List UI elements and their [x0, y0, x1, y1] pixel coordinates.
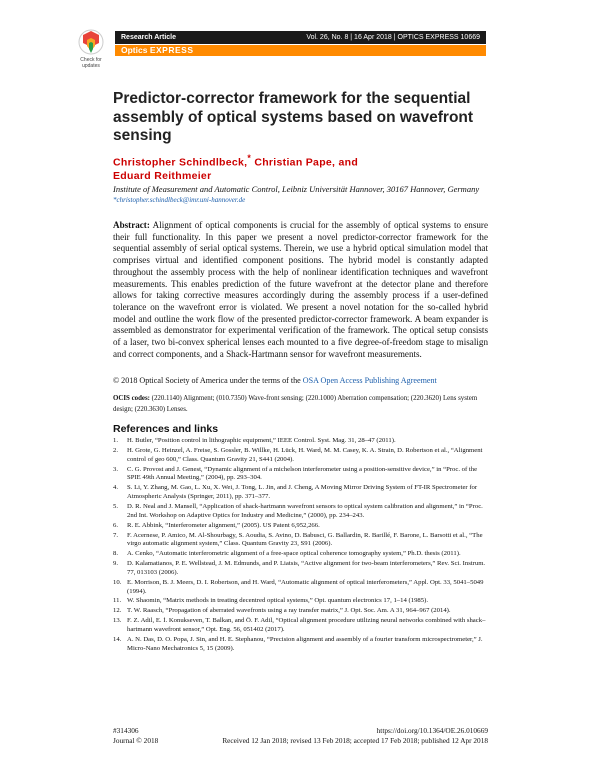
reference-number: 6.	[113, 521, 119, 529]
reference-text: A. Cenko, “Automatic interferometric alignment of a free-space optical coherence tomography system,” Ph.D. thesis (2011).	[127, 550, 461, 558]
author-2: Christian Pape, and	[251, 156, 359, 169]
reference-text: H. Grote, G. Heinzel, A. Freise, S. Gossler, B. Willke, H. Lück, H. Ward, M. M. Casey, K. A. Strain, D. Robertson et al., “Alignment control of geo 600,” Class. Quantum Gravity 21, S441 (2004).	[127, 446, 483, 463]
reference-item	[113, 560, 491, 578]
copyright-notice	[113, 376, 437, 385]
paper-title: Predictor-corrector framework for the sequential assembly of optical systems based on wavefront sensing	[113, 90, 474, 144]
reference-text: F. Z. Adil, E. İ. Konukseven, T. Balkan, and Ö. F. Adil, “Optical alignment procedure utilizing neural networks combined with shack–hartmann wavefront sensor,” Opt. Eng. 56, 051402 (2017).	[127, 617, 486, 634]
reference-number: 2.	[113, 446, 119, 454]
reference-text: D. Kalamatianos, P. E. Wellstead, J. M. Edmunds, and P. Liatsis, “Active alignment for two-beam interferometers,” Rev. Sci. Instrum. 77, 013103 (2006).	[127, 560, 486, 576]
crossmark-label: Check for updates	[80, 57, 102, 69]
reference-item	[113, 532, 491, 550]
reference-item	[113, 466, 491, 484]
reference-number: 14.	[113, 635, 122, 643]
article-type: Research Article	[121, 34, 176, 41]
crossmark-badge[interactable]	[73, 27, 109, 71]
reference-number: 1.	[113, 437, 119, 444]
doi-link[interactable]: https://doi.org/10.1364/OE.26.010669	[376, 726, 488, 735]
reference-item	[113, 617, 491, 635]
author-3: Eduard Reithmeier	[113, 169, 212, 182]
page-footer	[113, 726, 488, 746]
reference-item	[113, 522, 491, 531]
reference-text: R. E. Abbink, “Interferometer alignment,” (2005). US Patent 6,952,266.	[127, 521, 320, 529]
reference-number: 10.	[113, 578, 122, 586]
reference-number: 4.	[113, 484, 119, 492]
reference-text: A. N. Das, D. O. Popa, J. Sin, and H. E. Stephanou, “Precision alignment and assembly of a fourier transform microspectrometer,” J. Micro-Nano Mechatronics 5, 15 (2009).	[127, 635, 483, 652]
license-link[interactable]: OSA Open Access Publishing Agreement	[302, 376, 437, 385]
reference-item	[113, 550, 491, 559]
article-id: #314306	[113, 726, 139, 735]
crossmark-icon	[73, 27, 109, 57]
reference-number: 9.	[113, 560, 119, 568]
reference-number: 11.	[113, 597, 122, 605]
journal-header-bar	[115, 31, 486, 44]
reference-text: H. Butler, “Position control in lithographic equipment,” IEEE Control. Syst. Mag. 31, 28–47 (2011).	[127, 437, 396, 444]
reference-text: S. Li, Y. Zhang, M. Gao, L. Xu, X. Wei, J. Tong, L. Jin, and J. Cheng, A Moving Mirror Driving System of FT-IR Spectrometer for Atmospheric Analysis (Springer, 2011), pp. 371–377.	[127, 484, 478, 501]
reference-number: 12.	[113, 607, 122, 615]
reference-text: W. Shaomin, “Matrix methods in treating decentred optical systems,” Opt. quantum electronics 17, 1–14 (1985).	[127, 597, 428, 605]
reference-item	[113, 597, 491, 606]
abstract-text: Alignment of optical components is crucial for the assembly of optical systems to ensure their full functionality. In this paper we present a novel predictor-corrector framework for the sequential assembly of serial optical systems. Therein, we use a hybrid optical simulation model that comprises virtual and identified component positions. The hybrid model is constantly adapted throughout the assembly process with the help of nonlinear identification techniques and wavefront measurements. This enables prediction of the future wavefront at the detector plane and therefore allows for taking corrective measures accordingly during the assembly process if a user-defined tolerance on the wavefront error is violated. We present a novel notation for the so-called hybrid model and outline the work flow of the presented predictor-corrector framework. A beam expander is assembled as demonstrator for experimental verification of the framework. The optical setup consists of a laser, two bi-convex spherical lenses each mounted to a five degree-of-freedom stage to misalign and correct components, and a Shack-Hartmann sensor for wavefront measurements.	[113, 220, 488, 359]
reference-text: C. G. Provost and J. Genest, “Dynamic alignment of a michelson interferometer using a position-sensitive device,” in “Proc. of the SPIE 49th Annual Meeting,” (2004), pp. 293–304.	[127, 465, 478, 482]
journal-name	[121, 45, 193, 56]
reference-number: 3.	[113, 465, 119, 473]
corresponding-email[interactable]: *christopher.schindlbeck@imr.uni-hannover.de	[113, 196, 246, 204]
reference-number: 13.	[113, 617, 122, 625]
reference-item	[113, 607, 491, 616]
reference-list	[113, 437, 491, 655]
journal-brand-bar	[115, 45, 486, 56]
reference-item	[113, 503, 491, 521]
reference-text: D. R. Neal and J. Mansell, “Application of shack-hartmann wavefront sensors to optical system calibration and alignment,” in “Proc. 2nd Int. Workshop on Adaptive Optics for Industry and Medicine,” (2000), pp. 234–243.	[127, 502, 483, 519]
reference-number: 8.	[113, 550, 119, 558]
reference-item	[113, 636, 491, 654]
reference-item	[113, 437, 491, 446]
copyright-text: © 2018 Optical Society of America under the terms of the	[113, 376, 303, 385]
publication-dates: Received 12 Jan 2018; revised 13 Feb 2018; accepted 17 Feb 2018; published 12 Apr 2018	[222, 736, 488, 745]
corresponding-mark: *	[247, 153, 252, 163]
reference-item	[113, 447, 491, 465]
journal-prefix: Optics	[121, 45, 148, 55]
reference-text: F. Acernese, P. Amico, M. Al-Shourbagy, S. Aoudia, S. Avino, D. Babusci, G. Ballardin, R. Barillé, F. Barone, L. Barsotti et al., “The virgo automatic alignment system,” Class. Quantum Gravity 23, S91 (2006).	[127, 531, 483, 548]
ocis-codes	[113, 393, 488, 415]
abstract-label: Abstract:	[113, 220, 150, 230]
reference-number: 5.	[113, 502, 119, 510]
reference-item	[113, 484, 491, 502]
author-list	[113, 152, 493, 183]
ocis-text: (220.1140) Alignment; (010.7350) Wave-front sensing; (220.1000) Aberration compensation; (220.3620) Lens system design; (220.3630) Lenses.	[113, 395, 478, 413]
journal-suffix: EXPRESS	[149, 45, 194, 55]
affiliation: Institute of Measurement and Automatic Control, Leibniz Universität Hannover, 30167 Hannover, Germany	[113, 184, 480, 194]
journal-copyright: Journal © 2018	[113, 736, 159, 745]
references-heading: References and links	[113, 423, 219, 435]
reference-item	[113, 579, 491, 597]
abstract	[113, 220, 488, 360]
citation-line: Vol. 26, No. 8 | 16 Apr 2018 | OPTICS EXPRESS 10669	[306, 34, 480, 41]
reference-text: E. Morrison, B. J. Meers, D. I. Robertson, and H. Ward, “Automatic alignment of optical interferometers,” Appl. Opt. 33, 5041–5049 (1994).	[127, 578, 484, 595]
reference-text: T. W. Raasch, “Propagation of aberrated wavefronts using a ray transfer matrix,” J. Opt. Soc. Am. A 31, 964–967 (2014).	[127, 607, 451, 615]
reference-number: 7.	[113, 531, 119, 539]
ocis-label: OCIS codes:	[113, 395, 150, 402]
author-1: Christopher Schindlbeck,	[113, 156, 248, 169]
